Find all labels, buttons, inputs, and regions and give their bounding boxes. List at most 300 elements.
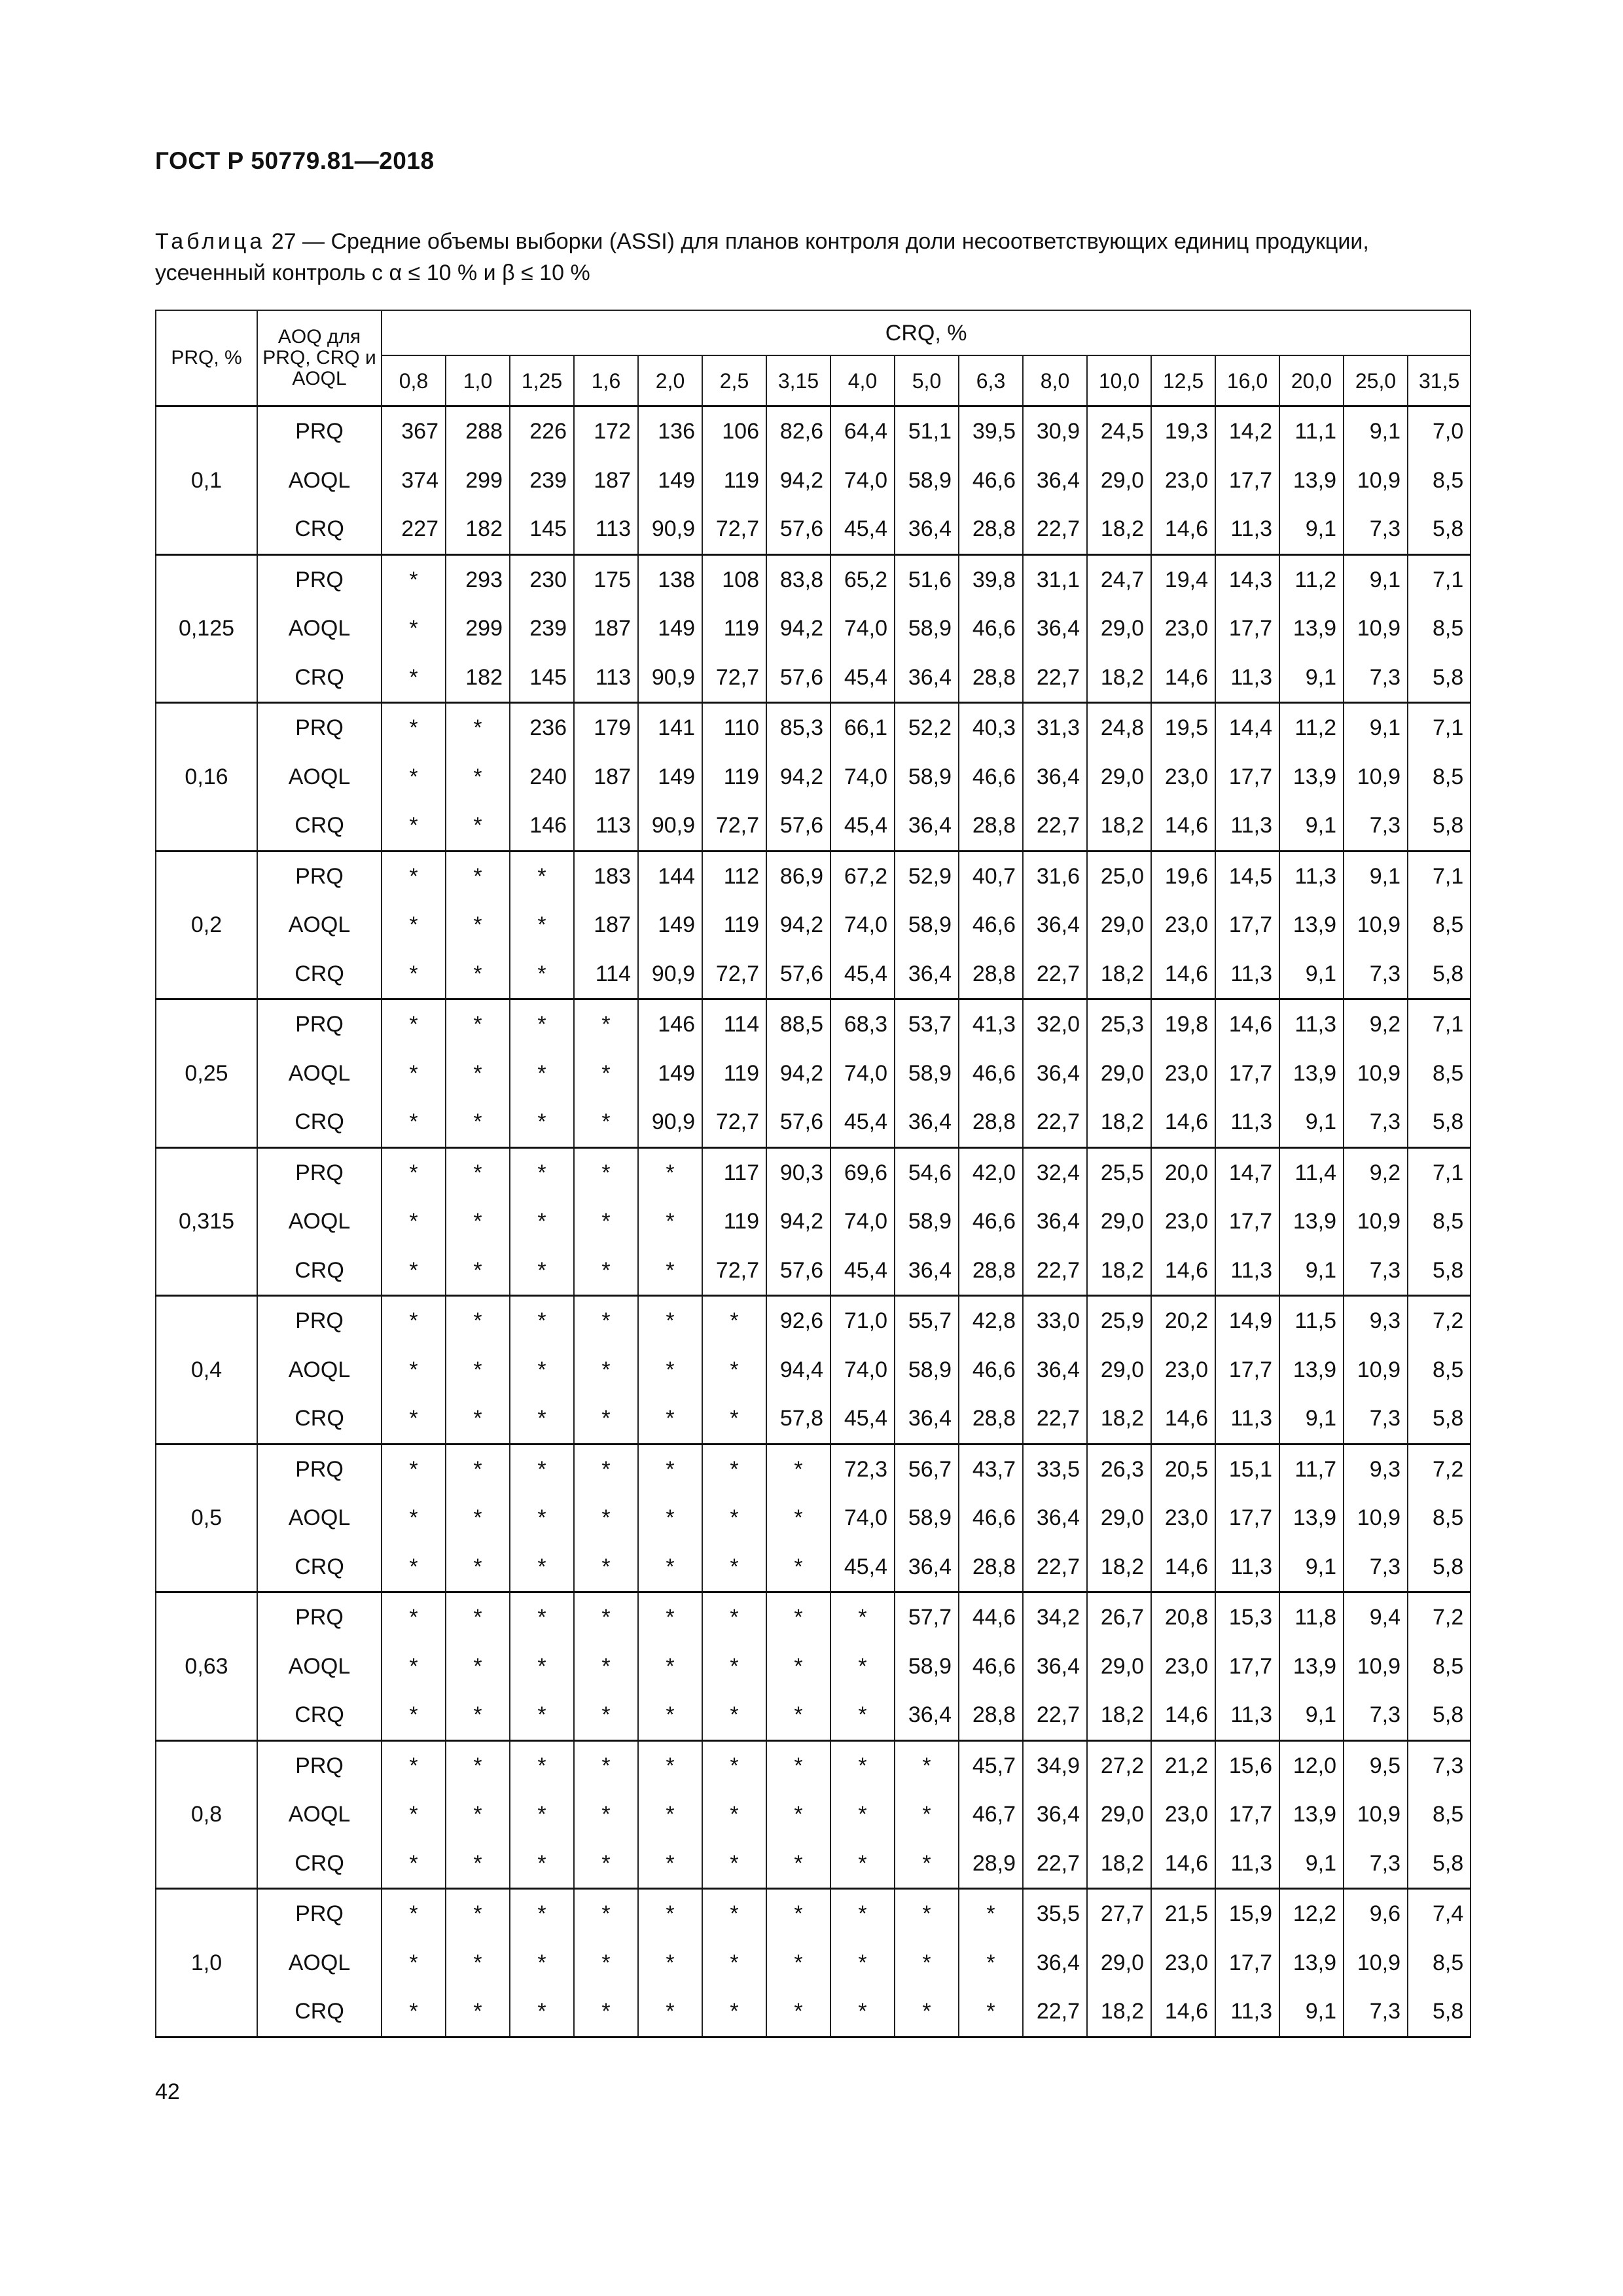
table-cell: 42,8 — [959, 1296, 1023, 1346]
table-cell: 31,3 — [1023, 703, 1087, 753]
table-cell: 175 — [574, 554, 638, 604]
table-cell: 146 — [638, 999, 702, 1049]
table-row — [156, 604, 1471, 653]
table-cell: 8,5 — [1408, 1346, 1471, 1395]
table-cell: 119 — [702, 1049, 766, 1098]
table-cell: 90,9 — [638, 653, 702, 703]
table-cell: * — [510, 1543, 574, 1592]
table-cell: * — [446, 1939, 510, 1988]
table-cell: 13,9 — [1279, 604, 1344, 653]
table-cell: * — [446, 1246, 510, 1296]
table-cell: * — [895, 1987, 959, 2037]
table-cell: 85,3 — [766, 703, 830, 753]
table-cell: 146 — [510, 801, 574, 851]
table-cell: 57,7 — [895, 1592, 959, 1642]
table-cell: 15,9 — [1215, 1889, 1279, 1939]
table-cell: * — [510, 851, 574, 901]
table-cell: 5,8 — [1408, 1098, 1471, 1147]
table-cell: 119 — [702, 901, 766, 950]
table-cell: 8,5 — [1408, 1049, 1471, 1098]
table-cell: 14,2 — [1215, 406, 1279, 456]
table-cell: * — [382, 554, 446, 604]
table-cell: * — [702, 1939, 766, 1988]
table-cell: 68,3 — [830, 999, 895, 1049]
table-cell: * — [895, 1740, 959, 1790]
table-cell: 110 — [702, 703, 766, 753]
table-cell: * — [830, 1939, 895, 1988]
table-cell: 11,3 — [1215, 1394, 1279, 1444]
assi-table — [155, 310, 1471, 2038]
table-cell: 28,8 — [959, 1394, 1023, 1444]
table-cell: 74,0 — [830, 1049, 895, 1098]
table-cell: 10,9 — [1344, 1346, 1408, 1395]
table-cell: 11,3 — [1215, 950, 1279, 999]
table-cell: * — [510, 1889, 574, 1939]
table-cell: 8,5 — [1408, 1494, 1471, 1543]
table-cell: 27,7 — [1087, 1889, 1151, 1939]
table-cell: 25,9 — [1087, 1296, 1151, 1346]
table-cell: 7,3 — [1344, 653, 1408, 703]
table-cell: * — [638, 1147, 702, 1197]
table-cell: 299 — [446, 456, 510, 505]
table-cell: 36,4 — [895, 1394, 959, 1444]
table-cell: * — [638, 1197, 702, 1246]
table-cell: * — [574, 1098, 638, 1147]
table-cell: 29,0 — [1087, 753, 1151, 802]
table-cell: * — [702, 1592, 766, 1642]
table-cell: 8,5 — [1408, 604, 1471, 653]
table-cell: * — [382, 1691, 446, 1740]
table-cell: 29,0 — [1087, 1939, 1151, 1988]
table-cell: 12,2 — [1279, 1889, 1344, 1939]
table-row — [156, 1740, 1471, 1790]
table-cell: * — [382, 1889, 446, 1939]
table-cell: 18,2 — [1087, 1394, 1151, 1444]
table-cell: * — [382, 1394, 446, 1444]
table-cell: 14,5 — [1215, 851, 1279, 901]
table-cell: 7,3 — [1344, 1987, 1408, 2037]
table-cell: 239 — [510, 456, 574, 505]
table-cell: 46,6 — [959, 604, 1023, 653]
table-cell: 23,0 — [1151, 1790, 1215, 1839]
table-cell: 65,2 — [830, 554, 895, 604]
table-cell: 36,4 — [895, 1098, 959, 1147]
table-cell: * — [638, 1987, 702, 2037]
table-cell: * — [382, 753, 446, 802]
table-cell: * — [446, 1197, 510, 1246]
table-cell: 58,9 — [895, 901, 959, 950]
table-cell: 14,6 — [1151, 1543, 1215, 1592]
table-cell: * — [574, 1889, 638, 1939]
table-cell: 86,9 — [766, 851, 830, 901]
table-cell: 7,1 — [1408, 851, 1471, 901]
table-cell: 108 — [702, 554, 766, 604]
table-cell: 18,2 — [1087, 1691, 1151, 1740]
table-cell: * — [638, 1939, 702, 1988]
table-cell: 29,0 — [1087, 456, 1151, 505]
table-cell: 226 — [510, 406, 574, 456]
table-cell: 26,7 — [1087, 1592, 1151, 1642]
table-cell: 22,7 — [1023, 801, 1087, 851]
table-cell: 11,5 — [1279, 1296, 1344, 1346]
table-cell: * — [830, 1987, 895, 2037]
table-cell: 36,4 — [1023, 1197, 1087, 1246]
table-cell: * — [382, 901, 446, 950]
table-cell: 23,0 — [1151, 1346, 1215, 1395]
table-cell: 7,3 — [1344, 950, 1408, 999]
table-cell: 58,9 — [895, 1346, 959, 1395]
table-cell: 52,9 — [895, 851, 959, 901]
table-cell: 56,7 — [895, 1444, 959, 1494]
table-cell: 22,7 — [1023, 1394, 1087, 1444]
table-cell: 23,0 — [1151, 753, 1215, 802]
table-cell: 10,9 — [1344, 1939, 1408, 1988]
table-cell: 45,4 — [830, 653, 895, 703]
table-cell: * — [382, 1740, 446, 1790]
table-cell: 36,4 — [1023, 1939, 1087, 1988]
table-cell: 293 — [446, 554, 510, 604]
table-row — [156, 1939, 1471, 1988]
table-row — [156, 653, 1471, 703]
table-cell: 9,1 — [1279, 653, 1344, 703]
table-cell: 10,9 — [1344, 456, 1408, 505]
row-metric-label: CRQ — [257, 1543, 382, 1592]
table-caption-text: 27 — Средние объемы выборки (ASSI) для планов контроля доли несоответствующих единиц продукции, усеченный контроль с α ≤ 10 % и β ≤ 10 % — [155, 229, 1369, 285]
table-cell: 18,2 — [1087, 1839, 1151, 1889]
prq-group-value: 0,4 — [156, 1296, 257, 1444]
table-cell: 144 — [638, 851, 702, 901]
table-cell: 7,0 — [1408, 406, 1471, 456]
table-cell: 179 — [574, 703, 638, 753]
table-cell: 18,2 — [1087, 1098, 1151, 1147]
table-cell: * — [446, 1346, 510, 1395]
table-cell: 13,9 — [1279, 901, 1344, 950]
prq-column-header: PRQ, % — [156, 310, 257, 406]
table-cell: * — [382, 1049, 446, 1098]
table-cell: 11,3 — [1215, 505, 1279, 554]
table-cell: 172 — [574, 406, 638, 456]
table-row — [156, 999, 1471, 1049]
table-cell: * — [382, 1642, 446, 1691]
table-row — [156, 406, 1471, 456]
table-cell: 72,7 — [702, 801, 766, 851]
table-cell: 187 — [574, 901, 638, 950]
table-cell: 28,8 — [959, 1098, 1023, 1147]
table-cell: 187 — [574, 456, 638, 505]
table-cell: 14,6 — [1151, 1246, 1215, 1296]
table-cell: 138 — [638, 554, 702, 604]
row-metric-label: PRQ — [257, 1592, 382, 1642]
table-cell: 14,6 — [1215, 999, 1279, 1049]
table-cell: * — [895, 1889, 959, 1939]
table-cell: * — [446, 1444, 510, 1494]
table-cell: 57,6 — [766, 1098, 830, 1147]
table-cell: 36,4 — [895, 1543, 959, 1592]
row-metric-label: AOQL — [257, 1642, 382, 1691]
table-cell: 7,1 — [1408, 703, 1471, 753]
table-cell: * — [510, 1790, 574, 1839]
table-cell: * — [830, 1889, 895, 1939]
table-cell: * — [766, 1987, 830, 2037]
row-metric-label: AOQL — [257, 753, 382, 802]
table-cell: 22,7 — [1023, 1246, 1087, 1296]
table-cell: 10,9 — [1344, 1197, 1408, 1246]
table-cell: 7,1 — [1408, 999, 1471, 1049]
table-cell: * — [382, 999, 446, 1049]
table-cell: * — [510, 999, 574, 1049]
table-cell: 8,5 — [1408, 1642, 1471, 1691]
table-cell: 149 — [638, 1049, 702, 1098]
table-cell: * — [510, 1839, 574, 1889]
table-cell: 74,0 — [830, 1197, 895, 1246]
table-cell: 14,6 — [1151, 1839, 1215, 1889]
table-cell: 9,1 — [1279, 1987, 1344, 2037]
table-cell: 145 — [510, 653, 574, 703]
row-metric-label: PRQ — [257, 1296, 382, 1346]
table-cell: 74,0 — [830, 901, 895, 950]
table-cell: * — [574, 1592, 638, 1642]
table-cell: 9,2 — [1344, 999, 1408, 1049]
table-cell: * — [702, 1740, 766, 1790]
table-cell: 14,6 — [1151, 1394, 1215, 1444]
table-cell: * — [382, 851, 446, 901]
table-cell: * — [446, 1889, 510, 1939]
table-cell: 9,5 — [1344, 1740, 1408, 1790]
prq-group-value: 0,5 — [156, 1444, 257, 1592]
table-cell: * — [766, 1494, 830, 1543]
table-cell: 236 — [510, 703, 574, 753]
prq-group-value: 0,1 — [156, 406, 257, 555]
table-row — [156, 1444, 1471, 1494]
table-cell: 36,4 — [1023, 1494, 1087, 1543]
table-cell: * — [638, 1642, 702, 1691]
table-cell: 7,2 — [1408, 1296, 1471, 1346]
table-cell: * — [510, 901, 574, 950]
table-cell: 119 — [702, 753, 766, 802]
table-row — [156, 554, 1471, 604]
table-cell: * — [382, 1939, 446, 1988]
table-cell: * — [766, 1939, 830, 1988]
table-cell: 8,5 — [1408, 753, 1471, 802]
table-cell: 136 — [638, 406, 702, 456]
table-cell: 34,2 — [1023, 1592, 1087, 1642]
table-cell: * — [446, 1691, 510, 1740]
table-cell: * — [446, 1543, 510, 1592]
crq-value-header: 5,0 — [895, 355, 959, 406]
table-cell: * — [446, 703, 510, 753]
table-cell: 34,9 — [1023, 1740, 1087, 1790]
crq-value-header: 1,6 — [574, 355, 638, 406]
table-cell: 72,7 — [702, 1098, 766, 1147]
table-cell: * — [382, 1246, 446, 1296]
table-cell: 69,6 — [830, 1147, 895, 1197]
table-cell: 17,7 — [1215, 1494, 1279, 1543]
table-cell: 90,9 — [638, 801, 702, 851]
table-cell: 7,3 — [1344, 1098, 1408, 1147]
table-cell: * — [574, 1839, 638, 1889]
table-cell: 36,4 — [1023, 1790, 1087, 1839]
table-cell: 23,0 — [1151, 1049, 1215, 1098]
table-cell: * — [446, 1987, 510, 2037]
table-cell: 19,5 — [1151, 703, 1215, 753]
table-cell: 88,5 — [766, 999, 830, 1049]
table-cell: 19,8 — [1151, 999, 1215, 1049]
table-cell: 17,7 — [1215, 1939, 1279, 1988]
table-cell: 45,4 — [830, 1394, 895, 1444]
table-cell: 58,9 — [895, 753, 959, 802]
table-cell: 46,7 — [959, 1790, 1023, 1839]
table-cell: 22,7 — [1023, 1987, 1087, 2037]
table-cell: 44,6 — [959, 1592, 1023, 1642]
table-cell: 7,3 — [1344, 1246, 1408, 1296]
table-cell: 8,5 — [1408, 456, 1471, 505]
table-cell: 117 — [702, 1147, 766, 1197]
table-cell: * — [510, 1939, 574, 1988]
table-cell: 14,6 — [1151, 505, 1215, 554]
table-cell: 14,6 — [1151, 653, 1215, 703]
table-cell: 25,3 — [1087, 999, 1151, 1049]
table-cell: 58,9 — [895, 456, 959, 505]
table-body — [156, 406, 1471, 2037]
table-cell: * — [510, 1346, 574, 1395]
table-cell: 227 — [382, 505, 446, 554]
table-cell: 39,5 — [959, 406, 1023, 456]
table-cell: 71,0 — [830, 1296, 895, 1346]
table-cell: * — [446, 1642, 510, 1691]
table-cell: * — [446, 1740, 510, 1790]
table-cell: 17,7 — [1215, 604, 1279, 653]
table-cell: 20,2 — [1151, 1296, 1215, 1346]
table-cell: 45,4 — [830, 505, 895, 554]
table-cell: * — [510, 1987, 574, 2037]
table-cell: 94,4 — [766, 1346, 830, 1395]
table-cell: 8,5 — [1408, 901, 1471, 950]
table-cell: * — [574, 1147, 638, 1197]
table-cell: * — [382, 801, 446, 851]
table-cell: 11,8 — [1279, 1592, 1344, 1642]
table-cell: * — [830, 1740, 895, 1790]
table-cell: 149 — [638, 456, 702, 505]
table-cell: 33,5 — [1023, 1444, 1087, 1494]
table-cell: 82,6 — [766, 406, 830, 456]
table-cell: 113 — [574, 653, 638, 703]
table-cell: 8,5 — [1408, 1939, 1471, 1988]
table-cell: 182 — [446, 653, 510, 703]
table-cell: 29,0 — [1087, 1494, 1151, 1543]
table-cell: * — [959, 1987, 1023, 2037]
table-cell: 13,9 — [1279, 1346, 1344, 1395]
table-cell: 114 — [702, 999, 766, 1049]
row-metric-label: PRQ — [257, 851, 382, 901]
table-cell: 113 — [574, 801, 638, 851]
table-cell: 119 — [702, 456, 766, 505]
table-cell: * — [638, 1839, 702, 1889]
table-cell: 17,7 — [1215, 1049, 1279, 1098]
table-cell: 14,4 — [1215, 703, 1279, 753]
row-metric-label: CRQ — [257, 1394, 382, 1444]
table-cell: * — [702, 1889, 766, 1939]
table-cell: 40,3 — [959, 703, 1023, 753]
table-cell: 299 — [446, 604, 510, 653]
table-cell: 14,6 — [1151, 1098, 1215, 1147]
table-cell: 141 — [638, 703, 702, 753]
table-cell: * — [574, 1494, 638, 1543]
table-cell: 72,7 — [702, 505, 766, 554]
table-cell: * — [702, 1839, 766, 1889]
row-metric-label: AOQL — [257, 1494, 382, 1543]
table-cell: 74,0 — [830, 1346, 895, 1395]
table-cell: * — [702, 1642, 766, 1691]
table-cell: * — [830, 1691, 895, 1740]
table-cell: 17,7 — [1215, 1790, 1279, 1839]
table-cell: 11,1 — [1279, 406, 1344, 456]
table-cell: * — [510, 1691, 574, 1740]
table-cell: * — [382, 604, 446, 653]
table-row — [156, 851, 1471, 901]
table-row — [156, 1098, 1471, 1147]
row-metric-label: CRQ — [257, 801, 382, 851]
table-cell: 27,2 — [1087, 1740, 1151, 1790]
table-row — [156, 1346, 1471, 1395]
table-cell: 11,3 — [1215, 1246, 1279, 1296]
table-cell: 41,3 — [959, 999, 1023, 1049]
table-cell: * — [510, 1246, 574, 1296]
prq-group-value: 1,0 — [156, 1889, 257, 2037]
table-cell: 13,9 — [1279, 456, 1344, 505]
table-row — [156, 1049, 1471, 1098]
table-cell: 36,4 — [1023, 1346, 1087, 1395]
table-cell: 24,8 — [1087, 703, 1151, 753]
table-cell: * — [446, 1098, 510, 1147]
table-cell: 28,8 — [959, 801, 1023, 851]
table-row — [156, 1889, 1471, 1939]
table-cell: 17,7 — [1215, 901, 1279, 950]
table-cell: 45,4 — [830, 1246, 895, 1296]
table-cell: 149 — [638, 604, 702, 653]
prq-group-value: 0,2 — [156, 851, 257, 999]
table-cell: 149 — [638, 753, 702, 802]
table-cell: * — [382, 950, 446, 999]
row-metric-label: PRQ — [257, 1740, 382, 1790]
page-number: 42 — [155, 2079, 180, 2104]
table-cell: 92,6 — [766, 1296, 830, 1346]
table-cell: 9,1 — [1279, 950, 1344, 999]
table-cell: 58,9 — [895, 1049, 959, 1098]
table-cell: 13,9 — [1279, 753, 1344, 802]
table-cell: * — [446, 901, 510, 950]
table-cell: 20,5 — [1151, 1444, 1215, 1494]
document-code: ГОСТ Р 50779.81—2018 — [155, 147, 435, 174]
table-cell: * — [446, 851, 510, 901]
table-cell: * — [638, 1444, 702, 1494]
table-cell: 46,6 — [959, 1197, 1023, 1246]
crq-value-header: 16,0 — [1215, 355, 1279, 406]
table-cell: 46,6 — [959, 456, 1023, 505]
table-cell: 36,4 — [895, 1691, 959, 1740]
table-cell: * — [702, 1543, 766, 1592]
table-row — [156, 1296, 1471, 1346]
table-cell: 28,8 — [959, 950, 1023, 999]
table-cell: 8,5 — [1408, 1790, 1471, 1839]
table-cell: 46,6 — [959, 901, 1023, 950]
table-cell: * — [766, 1790, 830, 1839]
table-cell: 21,2 — [1151, 1740, 1215, 1790]
table-cell: 7,3 — [1344, 1394, 1408, 1444]
table-cell: 94,2 — [766, 456, 830, 505]
table-cell: 90,9 — [638, 950, 702, 999]
table-cell: 5,8 — [1408, 1246, 1471, 1296]
prq-group-value: 0,63 — [156, 1592, 257, 1741]
